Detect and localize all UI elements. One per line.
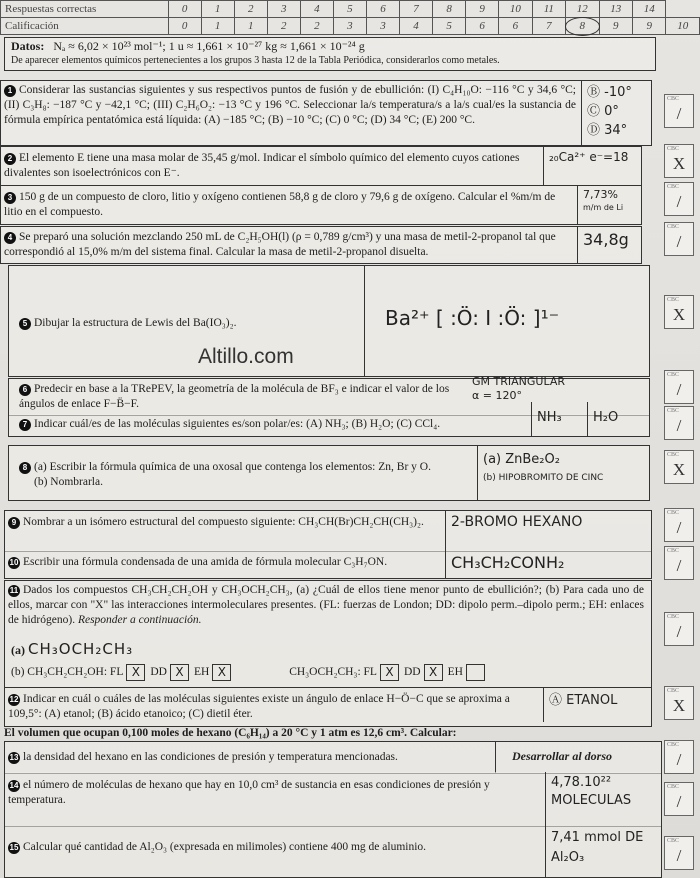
question-2: 2 El elemento E tiene una masa molar de 35,45 g/mol. Indicar el símbolo químico del elemento cuyos cationes divalentes son isoelectrónicos con E⁻. ₂₀Ca²⁺ e⁻=18 — [0, 146, 642, 186]
answer-15: 7,41 mmol DE Al₂O₃ — [545, 826, 656, 877]
question-6: 6 Predecir en base a la TRePEV, la geometría de la molécula de BF₃ e indicar el valor de los ángulos de enlace F−B̈−F. GM TRIANGULAR α = 120° — [8, 378, 650, 416]
grade-mark-14: CBC / — [664, 782, 694, 816]
answer-3: 7,73% m/m de Li — [577, 186, 628, 224]
grade-mark-6: CBC / — [664, 370, 694, 404]
grade-mark-1: CBC / — [664, 94, 694, 128]
grade-mark-11: CBC / — [664, 612, 694, 646]
checkbox-fl-propanol[interactable]: X — [126, 664, 145, 681]
section-heading: El volumen que ocupan 0,100 moles de hexano (C₆H₁₄) a 20 °C y 1 atm es 12,6 cm³. Calcular: — [4, 727, 457, 739]
grade-mark-10: CBC / — [664, 546, 694, 580]
question-11: 11 Dados los compuestos CH₃CH₂CH₂OH y CH₃OCH₂CH₃, (a) ¿Cuál de ellos tiene menor punto de ebullición?; (b) Para cada uno de ellos, marcar con "X" las interacciones intermoleculares presentes. (FL: fuerzas de London; DD: dipolo perm.–dipolo perm.; EH: enlaces de hidrógeno). Responder a continuación. (a) CH₃OCH₂CH₃ (b) CH₃CH₂CH₂OH: FL X DD X EH X CH₃OCH₂CH₃: FL X DD X EH — [4, 580, 652, 688]
question-4: 4 Se preparó una solución mezclando 250 mL de C₂H₅OH(l) (ρ = 0,789 g/cm³) y una masa de metil-2-propanol tal que correspondió al 15,0% m/m del sistema final. Calcular la masa de metil-2-propanol disuelta. 34,8g — [0, 226, 642, 264]
answer-2: ₂₀Ca²⁺ e⁻=18 — [543, 147, 640, 185]
question-15: 15 Calcular qué cantidad de Al₂O₃ (expresada en milimoles) contiene 400 mg de aluminio. 7,41 mmol DE Al₂O₃ — [4, 826, 662, 878]
grade-mark-7: CBC / — [664, 406, 694, 440]
question-7: 7 Indicar cuál/es de las moléculas siguientes es/son polar/es: (A) NH₃; (B) H₂O; (C) CCl₄. NH₃ H₂O — [8, 414, 650, 437]
question-9: 9 Nombrar a un isómero estructural del compuesto siguiente: CH₃CH(Br)CH₂CH(CH₃)₂. 2-BROMO HEXANO — [4, 510, 652, 552]
grade-row-score: Calificación 0 1 1 2 2 3 3 4 5 6 6 7 8 9 9 10 — [1, 18, 700, 35]
grade-mark-2: CBC X — [664, 144, 694, 178]
checkbox-eh-propanol[interactable]: X — [212, 664, 231, 681]
grade-mark-15: CBC / — [664, 836, 694, 870]
grade-row-correct: Respuestas correctas 0 1 2 3 4 5 6 7 8 9 10 11 12 13 14 — [1, 1, 700, 18]
question-13: 13 la densidad del hexano en las condiciones de presión y temperatura mencionadas. Desarrollar al dorso — [4, 741, 662, 774]
checkbox-eh-ether[interactable] — [466, 664, 485, 681]
answer-11a: CH₃OCH₂CH₃ — [28, 640, 134, 658]
question-8: 8 (a) Escribir la fórmula química de una oxosal que contenga los elementos: Zn, Br y O. (b) Nombrarla. (a) ZnBe₂O₂ (b) HIPOBROMITO DE CINC — [8, 445, 650, 501]
answer-5-lewis: Ba²⁺ [ :Ö: I :Ö: ]¹⁻ — [364, 266, 564, 376]
answer-6: GM TRIANGULAR α = 120° — [472, 375, 565, 402]
answer-8: (a) ZnBe₂O₂ (b) HIPOBROMITO DE CINC — [477, 446, 608, 500]
answer-1: Ⓑ -10° Ⓒ 0° Ⓓ 34° — [581, 81, 637, 145]
question-10: 10 Escribir una fórmula condensada de una amida de fórmula molecular C₃H₇ON. CH₃CH₂CONH₂ — [4, 550, 652, 579]
grade-mark-12: CBC X — [664, 686, 694, 720]
grade-mark-5: CBC X — [664, 295, 694, 329]
answer-9: 2-BROMO HEXANO — [445, 511, 587, 551]
answer-4: 34,8g — [577, 227, 634, 263]
question-12: 12 Indicar en cuál o cuáles de las moléculas siguientes existe un ángulo de enlace H−Ö−C que se aproxima a 109,5°: (A) etanol; (B) ácido etanoico; (C) dietil éter. Ⓐ ETANOL — [4, 688, 652, 727]
question-14: 14 el número de moléculas de hexano que hay en 10,0 cm³ de sustancia en esas condiciones de presión y temperatura. 4,78.10²² MOLECULAS — [4, 772, 662, 827]
grade-mark-8: CBC X — [664, 450, 694, 484]
checkbox-dd-propanol[interactable]: X — [170, 664, 189, 681]
checkbox-dd-ether[interactable]: X — [424, 664, 443, 681]
checkbox-fl-ether[interactable]: X — [380, 664, 399, 681]
grade-mark-13: CBC / — [664, 740, 694, 774]
grade-mark-3: CBC / — [664, 182, 694, 216]
grade-table — [0, 0, 700, 35]
question-1: 1 Considerar las sustancias siguientes y sus respectivos puntos de fusión y de ebullición: (I) C₄H₁₀O: −116 °C y 34,6 °C; (II) C₃H₈: −187 °C y −42,1 °C; (III) C₂H₆O₂: −13 °C y 196 °C. Seleccionar la/s temperatura/s a la/s cual/es la sustancia de fórmula empírica pentatómica está líquida: (A) −185 °C; (B) −10 °C; (C) 0 °C; (D) 34 °C; (E) 200 °C. Ⓑ -10° Ⓒ 0° Ⓓ 34° — [0, 80, 652, 146]
answer-10: CH₃CH₂CONH₂ — [445, 550, 569, 578]
watermark: Altillo.com — [198, 345, 294, 368]
answer-13: Desarrollar al dorso — [495, 742, 617, 773]
grade-mark-9: CBC / — [664, 508, 694, 542]
answer-12: Ⓐ ETANOL — [543, 688, 622, 722]
question-5: 5 Dibujar la estructura de Lewis del Ba(IO₃)₂. Ba²⁺ [ :Ö: I :Ö: ]¹⁻ — [8, 265, 650, 377]
data-box: Datos: Nₐ ≈ 6,02 × 10²³ mol⁻¹; 1 u ≈ 1,661 × 10⁻²⁷ kg ≈ 1,661 × 10⁻²⁴ g De aparecer elementos químicos pertenecientes a los grupos 3 hasta 12 de la Tabla Periódica, considerarlos como metales. — [4, 37, 656, 71]
answer-14: 4,78.10²² MOLECULAS — [545, 772, 656, 826]
grade-mark-4: CBC / — [664, 222, 694, 256]
question-3: 3 150 g de un compuesto de cloro, litio y oxígeno contienen 58,8 g de cloro y 79,6 g de oxígeno. Calcular el %m/m de litio en el compuesto. 7,73% m/m de Li — [0, 185, 642, 225]
